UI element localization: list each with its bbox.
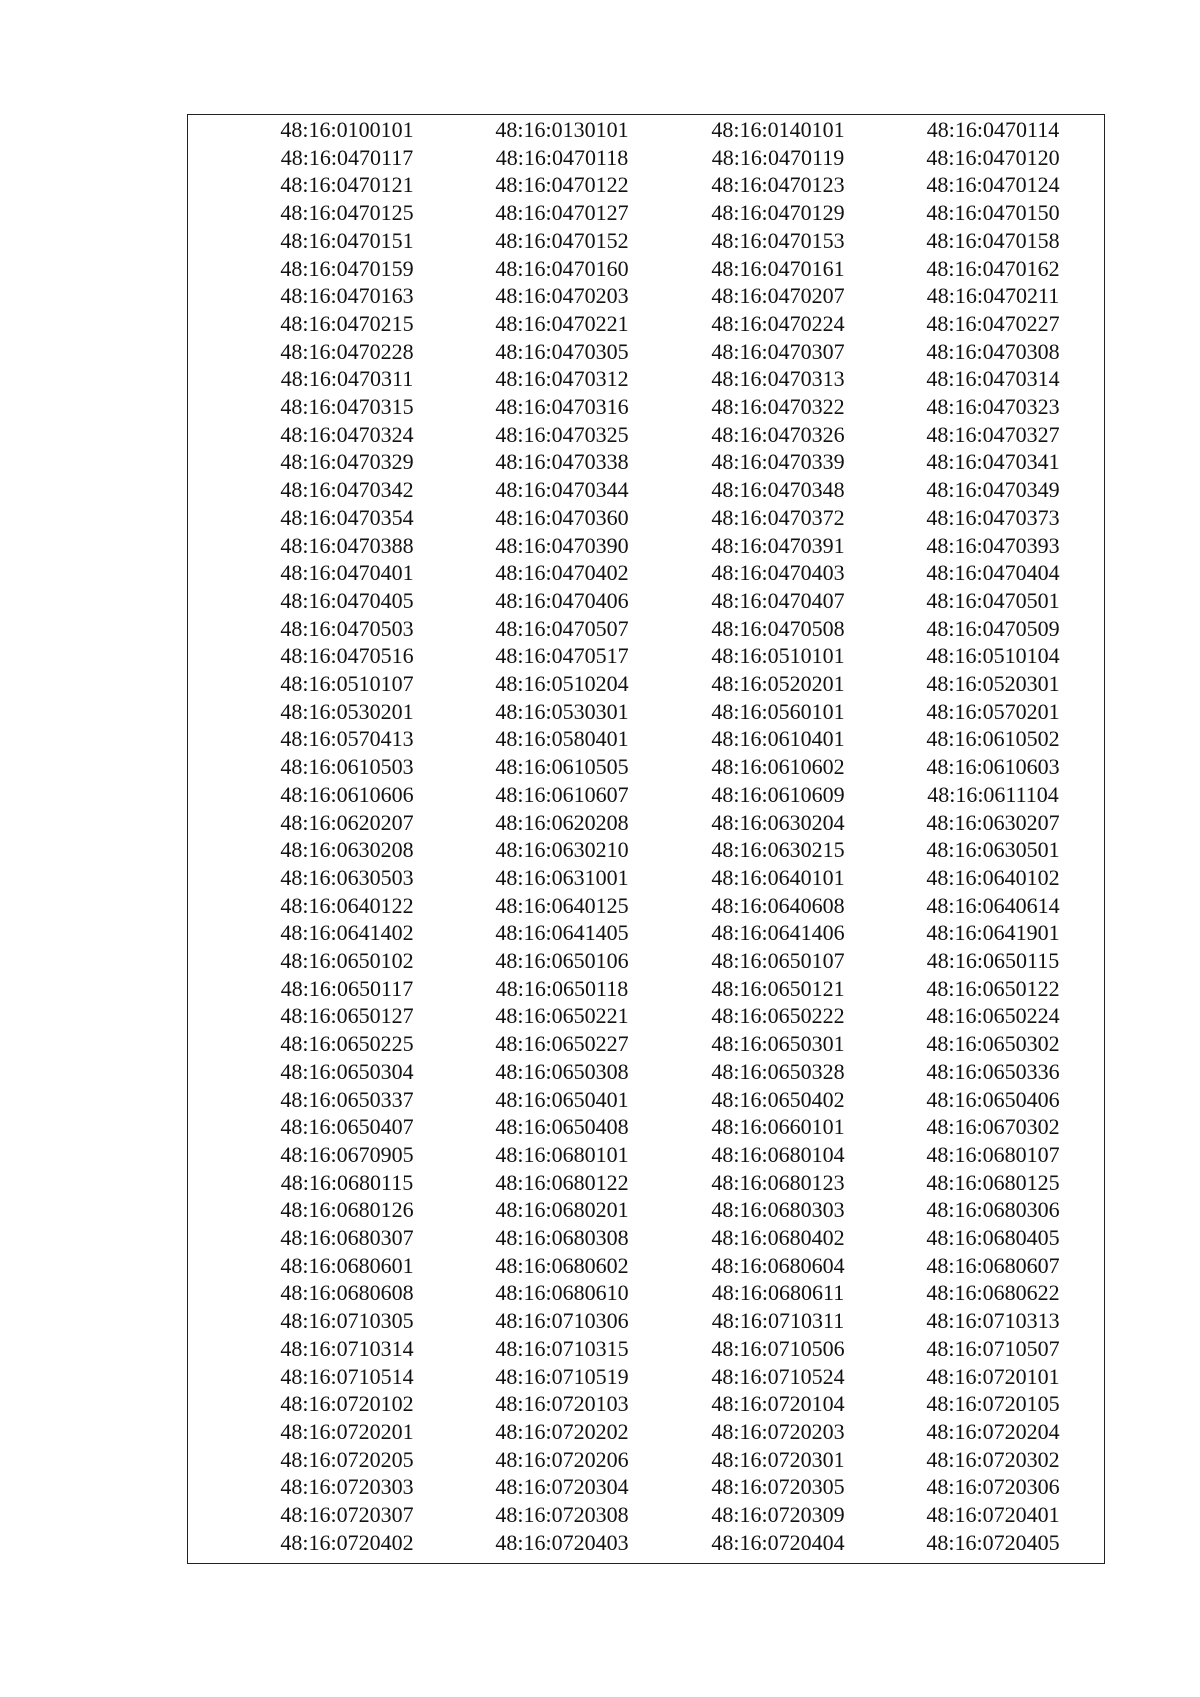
table-cell: 48:16:0680307 (280, 1225, 414, 1250)
table-cell: 48:16:0470307 (711, 338, 845, 364)
table-cell: 48:16:0470338 (495, 449, 629, 475)
table-cell: 48:16:0650304 (280, 1058, 414, 1084)
table-cell: 48:16:0650337 (280, 1086, 414, 1112)
table-cell: 48:16:0610401 (711, 726, 845, 752)
table-cell: 48:16:0720205 (280, 1446, 414, 1472)
table-cell: 48:16:0680122 (495, 1169, 629, 1195)
table-cell: 48:16:0680101 (495, 1141, 629, 1167)
table-cell: 48:16:0680107 (926, 1141, 1060, 1167)
table-cell: 48:16:0680303 (711, 1197, 845, 1223)
table-row (188, 809, 1104, 837)
table-cell: 48:16:0710306 (495, 1308, 629, 1334)
table-cell: 48:16:0710305 (280, 1308, 414, 1334)
table-row (188, 504, 1104, 532)
table-row (188, 1363, 1104, 1391)
table-row (188, 587, 1104, 615)
table-cell: 48:16:0470341 (926, 449, 1060, 475)
table-cell: 48:16:0530201 (280, 698, 414, 724)
table-row (188, 1390, 1104, 1418)
table-row (188, 919, 1104, 947)
table-row (188, 1030, 1104, 1058)
table-cell: 48:16:0670905 (280, 1141, 414, 1167)
table-cell: 48:16:0720305 (711, 1474, 845, 1500)
table-cell: 48:16:0470360 (495, 504, 629, 530)
table-cell: 48:16:0680308 (495, 1225, 629, 1250)
table-row (188, 1113, 1104, 1141)
table-cell: 48:16:0470354 (280, 504, 414, 530)
table-cell: 48:16:0620207 (280, 809, 414, 835)
table-cell: 48:16:0470393 (926, 532, 1060, 558)
table-cell: 48:16:0470312 (495, 366, 629, 392)
table-cell: 48:16:0470349 (926, 477, 1060, 503)
table-cell: 48:16:0680306 (926, 1197, 1060, 1223)
table-cell: 48:16:0470339 (711, 449, 845, 475)
table-cell: 48:16:0710507 (926, 1335, 1060, 1361)
table-cell: 48:16:0470329 (280, 449, 414, 475)
table-cell: 48:16:0470391 (711, 532, 845, 558)
table-cell: 48:16:0720403 (495, 1529, 629, 1555)
table-row (188, 642, 1104, 670)
table-cell: 48:16:0680125 (926, 1169, 1060, 1195)
table-cell: 48:16:0470324 (280, 421, 414, 447)
table-cell: 48:16:0650407 (280, 1114, 414, 1140)
table-cell: 48:16:0470150 (926, 200, 1060, 226)
table-cell: 48:16:0610606 (280, 781, 414, 807)
table-cell: 48:16:0470311 (280, 366, 414, 392)
table-cell: 48:16:0630204 (711, 809, 845, 835)
table-cell: 48:16:0470207 (711, 283, 845, 309)
table-cell: 48:16:0720302 (926, 1446, 1060, 1472)
table-cell: 48:16:0720301 (711, 1446, 845, 1472)
table-cell: 48:16:0640614 (926, 892, 1060, 918)
table-cell: 48:16:0530301 (495, 698, 629, 724)
table-cell: 48:16:0510104 (926, 643, 1060, 669)
table-cell: 48:16:0470117 (280, 144, 414, 170)
table-cell: 48:16:0570201 (926, 698, 1060, 724)
table-cell: 48:16:0520301 (926, 671, 1060, 696)
table-cell: 48:16:0470407 (711, 587, 845, 613)
table-cell: 48:16:0470227 (926, 310, 1060, 336)
table-cell: 48:16:0470313 (711, 366, 845, 392)
table-cell: 48:16:0710313 (926, 1308, 1060, 1334)
table-cell: 48:16:0720103 (495, 1391, 629, 1417)
table-cell: 48:16:0130101 (495, 117, 629, 142)
table-row (188, 1252, 1104, 1280)
table-cell: 48:16:0610503 (280, 754, 414, 780)
table-cell: 48:16:0720405 (926, 1529, 1060, 1555)
table-cell: 48:16:0680604 (711, 1252, 845, 1278)
table-cell: 48:16:0470121 (280, 172, 414, 198)
table-row (188, 1086, 1104, 1114)
table-cell: 48:16:0520201 (711, 671, 845, 696)
table-row (188, 615, 1104, 643)
table-cell: 48:16:0470203 (495, 283, 629, 309)
table-cell: 48:16:0470162 (926, 255, 1060, 281)
table-cell: 48:16:0610602 (711, 754, 845, 780)
table-cell: 48:16:0620208 (495, 809, 629, 835)
table-cell: 48:16:0470316 (495, 394, 629, 419)
table-cell: 48:16:0680126 (280, 1197, 414, 1223)
table-row (188, 670, 1104, 698)
table-cell: 48:16:0710315 (495, 1335, 629, 1361)
table-cell: 48:16:0650224 (926, 1003, 1060, 1029)
table-cell: 48:16:0510101 (711, 643, 845, 669)
table-cell: 48:16:0470315 (280, 394, 414, 419)
cadastral-number-table (187, 114, 1105, 1564)
table-cell: 48:16:0720201 (280, 1418, 414, 1444)
table-cell: 48:16:0650102 (280, 948, 414, 973)
table-cell: 48:16:0680607 (926, 1252, 1060, 1278)
table-cell: 48:16:0470325 (495, 421, 629, 447)
table-cell: 48:16:0650222 (711, 1003, 845, 1029)
table-row (188, 1002, 1104, 1030)
table-cell: 48:16:0640122 (280, 892, 414, 918)
table-row (188, 1058, 1104, 1086)
table-cell: 48:16:0630210 (495, 837, 629, 863)
table-cell: 48:16:0470327 (926, 421, 1060, 447)
table-cell: 48:16:0470516 (280, 643, 414, 669)
table-cell: 48:16:0650115 (926, 948, 1060, 973)
table-row (188, 421, 1104, 449)
table-cell: 48:16:0720206 (495, 1446, 629, 1472)
table-cell: 48:16:0611104 (927, 781, 1059, 807)
table-cell: 48:16:0470125 (280, 200, 414, 226)
table-row (188, 1418, 1104, 1446)
table-row (188, 1446, 1104, 1474)
table-cell: 48:16:0680104 (711, 1141, 845, 1167)
table-cell: 48:16:0640101 (711, 864, 845, 890)
table-cell: 48:16:0720309 (711, 1502, 845, 1527)
table-row (188, 1169, 1104, 1197)
table-row (188, 725, 1104, 753)
table-cell: 48:16:0630503 (280, 864, 414, 890)
table-cell: 48:16:0610609 (711, 781, 845, 807)
table-cell: 48:16:0470160 (495, 255, 629, 281)
table-cell: 48:16:0680115 (280, 1169, 414, 1195)
table-cell: 48:16:0470323 (926, 394, 1060, 419)
table-row (188, 698, 1104, 726)
table-cell: 48:16:0560101 (711, 698, 845, 724)
table-cell: 48:16:0720102 (280, 1391, 414, 1417)
table-cell: 48:16:0470153 (711, 227, 845, 253)
table-cell: 48:16:0470322 (711, 394, 845, 419)
table-cell: 48:16:0650302 (926, 1031, 1060, 1057)
table-cell: 48:16:0470120 (926, 144, 1060, 170)
table-row (188, 199, 1104, 227)
table-cell: 48:16:0470118 (495, 144, 629, 170)
table-row (188, 947, 1104, 975)
table-row (188, 144, 1104, 172)
table-cell: 48:16:0470221 (495, 310, 629, 336)
table-cell: 48:16:0680201 (495, 1197, 629, 1223)
table-cell: 48:16:0680405 (926, 1225, 1060, 1250)
table-cell: 48:16:0470114 (926, 117, 1060, 142)
table-cell: 48:16:0470151 (280, 227, 414, 253)
table-cell: 48:16:0680608 (280, 1280, 414, 1306)
table-row (188, 864, 1104, 892)
table-cell: 48:16:0650118 (495, 975, 629, 1001)
table-cell: 48:16:0470517 (495, 643, 629, 669)
table-cell: 48:16:0610505 (495, 754, 629, 780)
table-cell: 48:16:0670302 (926, 1114, 1060, 1140)
table-row (188, 892, 1104, 920)
table-row (188, 781, 1104, 809)
table-cell: 48:16:0470402 (495, 560, 629, 586)
table-row (188, 532, 1104, 560)
table-cell: 48:16:0720105 (926, 1391, 1060, 1417)
table-cell: 48:16:0640125 (495, 892, 629, 918)
table-cell: 48:16:0720203 (711, 1418, 845, 1444)
table-cell: 48:16:0630215 (711, 837, 845, 863)
table-cell: 48:16:0470161 (711, 255, 845, 281)
table-row (188, 753, 1104, 781)
table-cell: 48:16:0680610 (495, 1280, 629, 1306)
table-cell: 48:16:0641901 (926, 920, 1060, 946)
table-cell: 48:16:0650227 (495, 1031, 629, 1057)
table-row (188, 1529, 1104, 1557)
table-cell: 48:16:0510204 (495, 671, 629, 696)
table-cell: 48:16:0470373 (926, 504, 1060, 530)
table-cell: 48:16:0470326 (711, 421, 845, 447)
table-row (188, 255, 1104, 283)
table-cell: 48:16:0510107 (280, 671, 414, 696)
table-cell: 48:16:0470388 (280, 532, 414, 558)
table-row (188, 365, 1104, 393)
table-cell: 48:16:0720404 (711, 1529, 845, 1555)
table-cell: 48:16:0641402 (280, 920, 414, 946)
table-row (188, 476, 1104, 504)
table-cell: 48:16:0710311 (711, 1308, 845, 1334)
table-cell: 48:16:0610603 (926, 754, 1060, 780)
table-cell: 48:16:0470503 (280, 615, 414, 641)
table-cell: 48:16:0470390 (495, 532, 629, 558)
table-row (188, 338, 1104, 366)
table-cell: 48:16:0650107 (711, 948, 845, 973)
table-cell: 48:16:0470401 (280, 560, 414, 586)
table-cell: 48:16:0650401 (495, 1086, 629, 1112)
table-cell: 48:16:0650406 (926, 1086, 1060, 1112)
table-cell: 48:16:0710514 (280, 1363, 414, 1389)
table-row (188, 116, 1104, 144)
table-cell: 48:16:0720402 (280, 1529, 414, 1555)
table-cell: 48:16:0720307 (280, 1502, 414, 1527)
table-row (188, 1141, 1104, 1169)
table-row (188, 227, 1104, 255)
table-cell: 48:16:0470501 (926, 587, 1060, 613)
table-cell: 48:16:0680402 (711, 1225, 845, 1250)
table-row (188, 1501, 1104, 1529)
table-cell: 48:16:0630501 (926, 837, 1060, 863)
table-cell: 48:16:0470158 (926, 227, 1060, 253)
table-cell: 48:16:0610607 (495, 781, 629, 807)
table-row (188, 282, 1104, 310)
table-cell: 48:16:0680123 (711, 1169, 845, 1195)
table-cell: 48:16:0470159 (280, 255, 414, 281)
table-row (188, 1307, 1104, 1335)
table-cell: 48:16:0650328 (711, 1058, 845, 1084)
table-cell: 48:16:0470123 (711, 172, 845, 198)
table-cell: 48:16:0720306 (926, 1474, 1060, 1500)
table-cell: 48:16:0470215 (280, 310, 414, 336)
table-cell: 48:16:0680602 (495, 1252, 629, 1278)
table-cell: 48:16:0470314 (926, 366, 1060, 392)
table-cell: 48:16:0100101 (280, 117, 414, 142)
table-row (188, 559, 1104, 587)
table-cell: 48:16:0720204 (926, 1418, 1060, 1444)
table-cell: 48:16:0641406 (711, 920, 845, 946)
table-cell: 48:16:0470372 (711, 504, 845, 530)
table-cell: 48:16:0630208 (280, 837, 414, 863)
table-row (188, 1224, 1104, 1252)
table-cell: 48:16:0650225 (280, 1031, 414, 1057)
table-cell: 48:16:0650408 (495, 1114, 629, 1140)
table-cell: 48:16:0470122 (495, 172, 629, 198)
table-cell: 48:16:0470211 (926, 283, 1060, 309)
table-row (188, 975, 1104, 1003)
table-cell: 48:16:0650336 (926, 1058, 1060, 1084)
table-cell: 48:16:0470163 (280, 283, 414, 309)
table-cell: 48:16:0570413 (280, 726, 414, 752)
table-cell: 48:16:0470127 (495, 200, 629, 226)
table-cell: 48:16:0470348 (711, 477, 845, 503)
table-cell: 48:16:0470342 (280, 477, 414, 503)
table-cell: 48:16:0650301 (711, 1031, 845, 1057)
table-cell: 48:16:0470404 (926, 560, 1060, 586)
table-cell: 48:16:0720104 (711, 1391, 845, 1417)
table-row (188, 1196, 1104, 1224)
table-cell: 48:16:0650122 (926, 975, 1060, 1001)
table-row (188, 1335, 1104, 1363)
table-cell: 48:16:0720101 (926, 1363, 1060, 1389)
table-cell: 48:16:0660101 (711, 1114, 845, 1140)
table-cell: 48:16:0680611 (711, 1280, 845, 1306)
table-cell: 48:16:0580401 (495, 726, 629, 752)
table-cell: 48:16:0470406 (495, 587, 629, 613)
table-row (188, 448, 1104, 476)
table-row (188, 836, 1104, 864)
table-cell: 48:16:0650121 (711, 975, 845, 1001)
table-cell: 48:16:0470405 (280, 587, 414, 613)
table-cell: 48:16:0470308 (926, 338, 1060, 364)
table-cell: 48:16:0650221 (495, 1003, 629, 1029)
table-cell: 48:16:0470152 (495, 227, 629, 253)
table-cell: 48:16:0630207 (926, 809, 1060, 835)
table-row (188, 393, 1104, 421)
table-row (188, 171, 1104, 199)
table-cell: 48:16:0470124 (926, 172, 1060, 198)
table-cell: 48:16:0470344 (495, 477, 629, 503)
table-cell: 48:16:0650117 (280, 975, 414, 1001)
table-cell: 48:16:0470224 (711, 310, 845, 336)
table-cell: 48:16:0720303 (280, 1474, 414, 1500)
table-cell: 48:16:0140101 (711, 117, 845, 142)
table-cell: 48:16:0720202 (495, 1418, 629, 1444)
table-cell: 48:16:0650402 (711, 1086, 845, 1112)
table-cell: 48:16:0470129 (711, 200, 845, 226)
table-cell: 48:16:0470228 (280, 338, 414, 364)
table-cell: 48:16:0680622 (926, 1280, 1060, 1306)
table-cell: 48:16:0641405 (495, 920, 629, 946)
table-cell: 48:16:0720304 (495, 1474, 629, 1500)
table-cell: 48:16:0720401 (926, 1502, 1060, 1527)
table-cell: 48:16:0710519 (495, 1363, 629, 1389)
table-cell: 48:16:0470507 (495, 615, 629, 641)
table-cell: 48:16:0640102 (926, 864, 1060, 890)
table-row (188, 1279, 1104, 1307)
table-cell: 48:16:0710314 (280, 1335, 414, 1361)
table-row (188, 1473, 1104, 1501)
table-cell: 48:16:0680601 (280, 1252, 414, 1278)
table-cell: 48:16:0470305 (495, 338, 629, 364)
table-cell: 48:16:0650308 (495, 1058, 629, 1084)
table-cell: 48:16:0610502 (926, 726, 1060, 752)
table-cell: 48:16:0710506 (711, 1335, 845, 1361)
table-row (188, 310, 1104, 338)
table-cell: 48:16:0470508 (711, 615, 845, 641)
table-cell: 48:16:0650127 (280, 1003, 414, 1029)
table-cell: 48:16:0631001 (495, 864, 629, 890)
table-cell: 48:16:0720308 (495, 1502, 629, 1527)
table-cell: 48:16:0710524 (711, 1363, 845, 1389)
table-cell: 48:16:0650106 (495, 948, 629, 973)
table-cell: 48:16:0470119 (711, 144, 845, 170)
table-cell: 48:16:0470403 (711, 560, 845, 586)
table-cell: 48:16:0470509 (926, 615, 1060, 641)
table-cell: 48:16:0640608 (711, 892, 845, 918)
